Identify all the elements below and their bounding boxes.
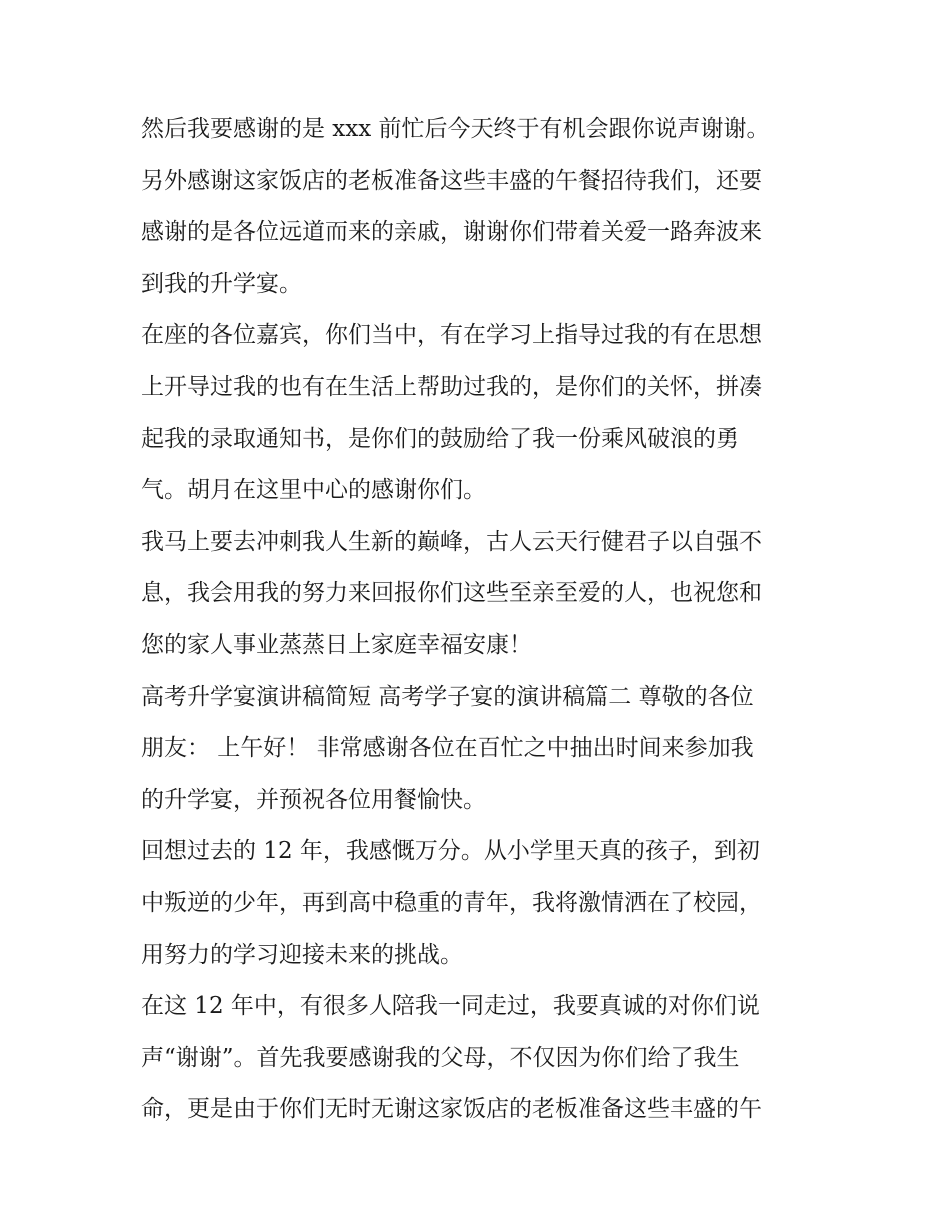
text-line: 朋友： 上午好！ 非常感谢各位在百忙之中抽出时间来参加我 <box>141 735 754 762</box>
text-line: 我马上要去冲刺我人生新的巅峰，古人云天行健君子以自强不 <box>141 528 762 555</box>
text-line: 声“谢谢”。首先我要感谢我的父母，不仅因为你们给了我生 <box>141 1044 740 1071</box>
text-line: 中叛逆的少年，再到高中稳重的青年，我将激情洒在了校园， <box>141 889 762 916</box>
body-text <box>141 104 821 1136</box>
text-line: 您的家人事业蒸蒸日上家庭幸福安康！ <box>141 631 532 658</box>
text-line: 气。胡月在这里中心的感谢你们。 <box>141 477 486 504</box>
text-line: 在座的各位嘉宾，你们当中，有在学习上指导过我的有在思想 <box>141 322 762 349</box>
text-line: 上开导过我的也有在生活上帮助过我的，是你们的关怀，拼凑 <box>141 373 762 400</box>
text-line: 另外感谢这家饭店的老板准备这些丰盛的午餐招待我们，还要 <box>141 167 762 194</box>
text-line: 命，更是由于你们无时无谢这家饭店的老板准备这些丰盛的午 <box>141 1096 762 1123</box>
text-line: 回想过去的 12 年，我感慨万分。从小学里天真的孩子，到初 <box>141 838 760 865</box>
text-line: 的升学宴，并预祝各位用餐愉快。 <box>141 786 486 813</box>
text-line: 起我的录取通知书，是你们的鼓励给了我一份乘风破浪的勇 <box>141 425 739 452</box>
text-line: 到我的升学宴。 <box>141 270 302 297</box>
text-line: 然后我要感谢的是 xxx 前忙后今天终于有机会跟你说声谢谢。 <box>141 116 770 142</box>
text-line: 用努力的学习迎接未来的挑战。 <box>141 941 463 968</box>
text-line: 感谢的是各位远道而来的亲戚，谢谢你们带着关爱一路奔波来 <box>141 219 762 246</box>
text-line: 在这 12 年中，有很多人陪我一同走过，我要真诚的对你们说 <box>141 993 760 1020</box>
text-line: 高考升学宴演讲稿简短 高考学子宴的演讲稿篇二 尊敬的各位 <box>141 683 754 710</box>
text-line: 息，我会用我的努力来回报你们这些至亲至爱的人，也祝您和 <box>141 580 762 607</box>
